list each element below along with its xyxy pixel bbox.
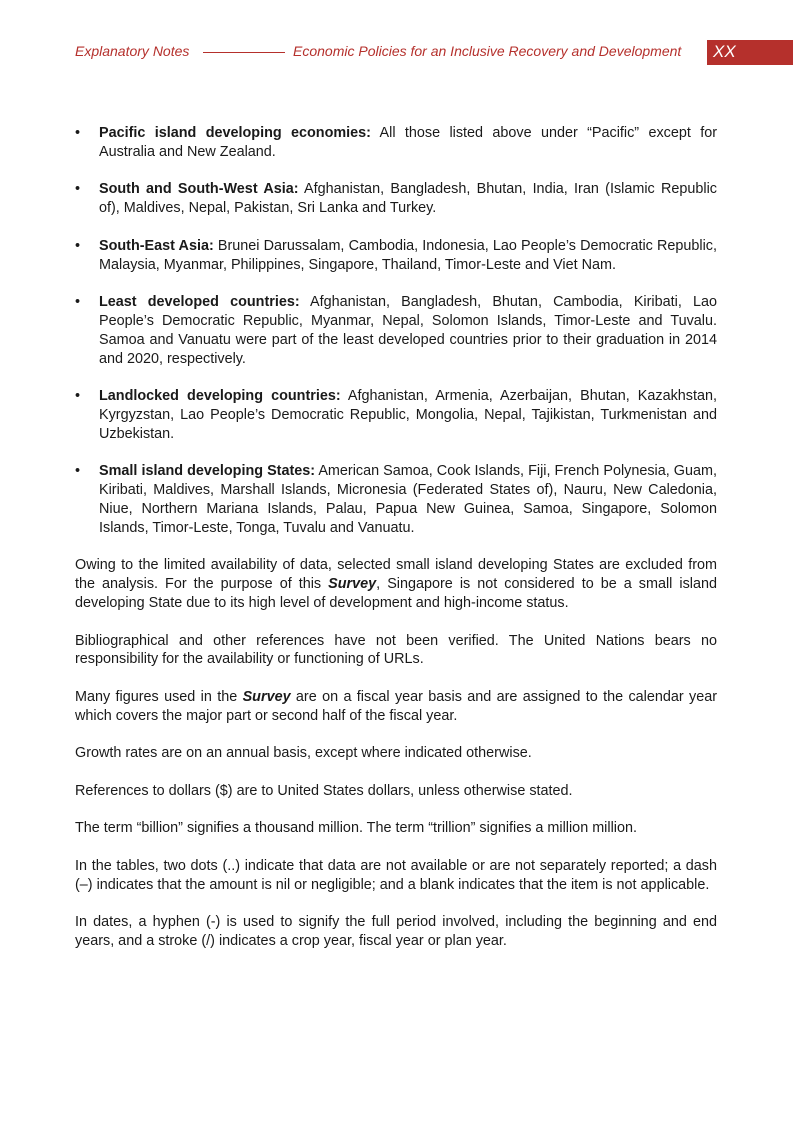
data-availability-note — [75, 556, 717, 612]
group-members: Afghanistan, Bangladesh, Bhutan, Cambodia, Kiribati, Lao People’s Democratic Republic, Myanmar, Nepal, Solomon Islands, Timor-Leste and Tuvalu. Samoa and Vanuatu were part of the least developed countries prior to their graduation in 2014 and 2020, respectively. — [99, 294, 717, 367]
note-text: Many figures used in the — [75, 688, 243, 705]
list-item — [75, 387, 717, 443]
bullet-icon: • — [75, 388, 81, 405]
tables-note: In the tables, two dots (..) indicate that data are not available or are not separately reported; a dash (–) indicates that the amount is nil or negligible; and a blank indicates that the item is not applicable. — [75, 858, 717, 893]
fiscal-year-note — [75, 688, 717, 726]
group-members: American Samoa, Cook Islands, Fiji, French Polynesia, Guam, Kiribati, Maldives, Marshall Islands, Micronesia (Federated States of), Nauru, New Caledonia, Niue, Northern Mariana Islands, Palau, Papua New Guinea, Samoa, Singapore, Solomon Islands, Timor-Leste, Tonga, Tuvalu and Vanuatu. — [99, 463, 717, 536]
note-text: , Singapore is not considered to be a small island developing State due to its high level of development and high-income status. — [75, 576, 717, 611]
page-number-tab — [707, 40, 793, 65]
references-note: Bibliographical and other references have not been verified. The United Nations bears no responsibility for the availability or functioning of URLs. — [75, 632, 717, 668]
group-term: Landlocked developing countries: — [99, 388, 341, 405]
group-term: South and South-West Asia: — [99, 181, 299, 198]
growth-rates-note: Growth rates are on an annual basis, except where indicated otherwise. — [75, 745, 532, 762]
dollars-note: References to dollars ($) are to United States dollars, unless otherwise stated. — [75, 782, 573, 799]
note-text: Owing to the limited availability of data, selected small island developing States are excluded from the analysis. For the purpose of this — [75, 557, 717, 593]
group-members: Afghanistan, Armenia, Azerbaijan, Bhutan, Kazakhstan, Kyrgyzstan, Lao People’s Democratic Republic, Mongolia, Nepal, Tajikistan, Turkmenistan and Uzbekistan. — [99, 388, 718, 442]
page-body — [75, 124, 717, 970]
group-term: South-East Asia: — [99, 237, 214, 254]
bullet-icon: • — [75, 463, 81, 480]
group-term: Pacific island developing economies: — [99, 125, 371, 141]
running-header — [75, 40, 793, 66]
report-title: Economic Policies for an Inclusive Recovery and Development — [293, 43, 682, 59]
bullet-icon: • — [75, 294, 81, 311]
group-term: Small island developing States: — [99, 463, 316, 480]
list-item — [75, 180, 717, 218]
survey-title: Survey — [242, 688, 291, 705]
billion-note: The term “billion” signifies a thousand million. The term “trillion” signifies a million million. — [75, 820, 637, 837]
group-members: Afghanistan, Bangladesh, Bhutan, India, Iran (Islamic Republic of), Maldives, Nepal, Pakistan, Sri Lanka and Turkey. — [99, 181, 718, 217]
country-group-list — [75, 124, 717, 538]
header-divider — [203, 52, 285, 53]
group-members: All those listed above under “Pacific” except for Australia and New Zealand. — [99, 125, 717, 160]
note-text: are on a fiscal year basis and are assigned to the calendar year which covers the major part or second half of the fiscal year. — [75, 688, 717, 724]
page-number: XX — [713, 42, 736, 61]
group-term: Least developed countries: — [99, 294, 300, 311]
survey-title: Survey — [328, 576, 377, 593]
list-item — [75, 293, 717, 368]
list-item — [75, 462, 717, 537]
dates-note: In dates, a hyphen (-) is used to signify the full period involved, including the beginning and end years, and a stroke (/) indicates a crop year, fiscal year or plan year. — [75, 914, 717, 950]
bullet-icon: • — [75, 125, 81, 141]
bullet-icon: • — [75, 237, 81, 254]
list-item — [75, 237, 717, 275]
section-label: Explanatory Notes — [75, 43, 190, 59]
list-item — [75, 124, 717, 162]
group-members: Brunei Darussalam, Cambodia, Indonesia, Lao People’s Democratic Republic, Malaysia, Myanmar, Philippines, Singapore, Thailand, Timor-Leste and Viet Nam. — [99, 237, 718, 273]
bullet-icon: • — [75, 181, 81, 198]
